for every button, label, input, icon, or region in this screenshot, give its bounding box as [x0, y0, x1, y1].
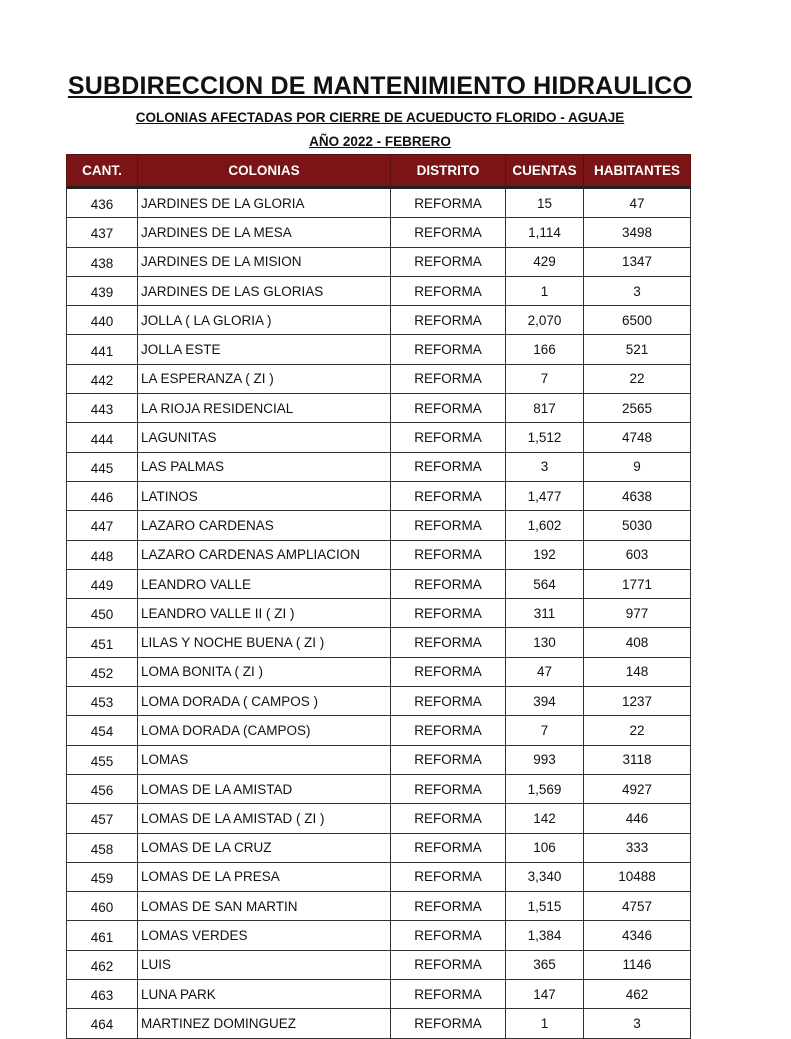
- cell-colonia: LOMAS DE SAN MARTIN: [138, 892, 391, 921]
- table-row: [67, 892, 691, 921]
- cell-colonia: LOMAS VERDES: [138, 921, 391, 950]
- cell-habitantes: 3: [584, 276, 691, 305]
- cell-colonia: LUNA PARK: [138, 980, 391, 1009]
- cell-colonia: LOMAS DE LA PRESA: [138, 862, 391, 891]
- cell-habitantes: 148: [584, 657, 691, 686]
- table-row: [67, 511, 691, 540]
- table-row: [67, 540, 691, 569]
- cell-distrito: REFORMA: [391, 218, 506, 247]
- cell-habitantes: 977: [584, 599, 691, 628]
- cell-colonia: LAZARO CARDENAS: [138, 511, 391, 540]
- cell-cuentas: 142: [506, 804, 584, 833]
- cell-habitantes: 10488: [584, 862, 691, 891]
- cell-cuentas: 130: [506, 628, 584, 657]
- cell-cuentas: 1,477: [506, 481, 584, 510]
- cell-cuentas: 147: [506, 980, 584, 1009]
- cell-colonia: LA RIOJA RESIDENCIAL: [138, 394, 391, 423]
- table-row: [67, 247, 691, 276]
- cell-cuentas: 3,340: [506, 862, 584, 891]
- table-header-row: [67, 155, 691, 188]
- cell-colonia: LEANDRO VALLE II ( ZI ): [138, 599, 391, 628]
- cell-cant: 436: [67, 188, 138, 218]
- cell-cant: 451: [67, 628, 138, 657]
- cell-cuentas: 1,512: [506, 423, 584, 452]
- cell-distrito: REFORMA: [391, 980, 506, 1009]
- cell-colonia: JOLLA ESTE: [138, 335, 391, 364]
- cell-habitantes: 521: [584, 335, 691, 364]
- table-row: [67, 452, 691, 481]
- cell-distrito: REFORMA: [391, 188, 506, 218]
- cell-cant: 441: [67, 335, 138, 364]
- document-subtitle: COLONIAS AFECTADAS POR CIERRE DE ACUEDUCTO FLORIDO - AGUAJE: [135, 110, 625, 125]
- table-row: [67, 950, 691, 979]
- cell-cant: 463: [67, 980, 138, 1009]
- cell-habitantes: 4927: [584, 774, 691, 803]
- cell-distrito: REFORMA: [391, 599, 506, 628]
- cell-cuentas: 394: [506, 687, 584, 716]
- cell-cuentas: 166: [506, 335, 584, 364]
- cell-habitantes: 4757: [584, 892, 691, 921]
- cell-cuentas: 1,515: [506, 892, 584, 921]
- cell-cant: 453: [67, 687, 138, 716]
- cell-cant: 445: [67, 452, 138, 481]
- cell-colonia: LATINOS: [138, 481, 391, 510]
- cell-cant: 442: [67, 364, 138, 393]
- cell-colonia: JARDINES DE LA MESA: [138, 218, 391, 247]
- cell-colonia: LUIS: [138, 950, 391, 979]
- cell-distrito: REFORMA: [391, 335, 506, 364]
- cell-habitantes: 603: [584, 540, 691, 569]
- cell-cuentas: 365: [506, 950, 584, 979]
- cell-distrito: REFORMA: [391, 423, 506, 452]
- cell-cant: 438: [67, 247, 138, 276]
- table-row: [67, 188, 691, 218]
- cell-distrito: REFORMA: [391, 892, 506, 921]
- column-header-colonias: COLONIAS: [138, 155, 391, 188]
- table-row: [67, 1009, 691, 1038]
- cell-cant: 449: [67, 569, 138, 598]
- cell-colonia: LEANDRO VALLE: [138, 569, 391, 598]
- cell-habitantes: 1347: [584, 247, 691, 276]
- cell-distrito: REFORMA: [391, 452, 506, 481]
- cell-distrito: REFORMA: [391, 394, 506, 423]
- cell-cuentas: 1,114: [506, 218, 584, 247]
- cell-cant: 444: [67, 423, 138, 452]
- cell-colonia: LAS PALMAS: [138, 452, 391, 481]
- cell-distrito: REFORMA: [391, 833, 506, 862]
- cell-cant: 446: [67, 481, 138, 510]
- cell-habitantes: 6500: [584, 306, 691, 335]
- table-row: [67, 804, 691, 833]
- table-row: [67, 628, 691, 657]
- cell-colonia: LOMA DORADA ( CAMPOS ): [138, 687, 391, 716]
- cell-colonia: JARDINES DE LAS GLORIAS: [138, 276, 391, 305]
- table-row: [67, 745, 691, 774]
- cell-cuentas: 2,070: [506, 306, 584, 335]
- cell-distrito: REFORMA: [391, 950, 506, 979]
- cell-habitantes: 3: [584, 1009, 691, 1038]
- cell-cuentas: 7: [506, 716, 584, 745]
- cell-cant: 458: [67, 833, 138, 862]
- cell-colonia: LOMA BONITA ( ZI ): [138, 657, 391, 686]
- cell-cant: 461: [67, 921, 138, 950]
- cell-distrito: REFORMA: [391, 687, 506, 716]
- table-row: [67, 657, 691, 686]
- cell-cant: 457: [67, 804, 138, 833]
- cell-habitantes: 22: [584, 716, 691, 745]
- cell-distrito: REFORMA: [391, 745, 506, 774]
- cell-cant: 452: [67, 657, 138, 686]
- cell-habitantes: 1146: [584, 950, 691, 979]
- cell-habitantes: 4638: [584, 481, 691, 510]
- cell-distrito: REFORMA: [391, 804, 506, 833]
- cell-cuentas: 1: [506, 276, 584, 305]
- column-header-habitantes: HABITANTES: [584, 155, 691, 188]
- table-row: [67, 687, 691, 716]
- table-row: [67, 569, 691, 598]
- cell-cuentas: 817: [506, 394, 584, 423]
- table-row: [67, 716, 691, 745]
- cell-distrito: REFORMA: [391, 628, 506, 657]
- cell-habitantes: 22: [584, 364, 691, 393]
- cell-distrito: REFORMA: [391, 540, 506, 569]
- cell-cant: 454: [67, 716, 138, 745]
- column-header-cuentas: CUENTAS: [506, 155, 584, 188]
- cell-cuentas: 7: [506, 364, 584, 393]
- cell-habitantes: 3498: [584, 218, 691, 247]
- cell-cuentas: 564: [506, 569, 584, 598]
- colonias-table: [66, 154, 691, 1039]
- table-row: [67, 774, 691, 803]
- cell-colonia: LILAS Y NOCHE BUENA ( ZI ): [138, 628, 391, 657]
- table-row: [67, 599, 691, 628]
- cell-habitantes: 1771: [584, 569, 691, 598]
- cell-cuentas: 3: [506, 452, 584, 481]
- cell-distrito: REFORMA: [391, 306, 506, 335]
- table-row: [67, 394, 691, 423]
- cell-colonia: LOMAS DE LA AMISTAD: [138, 774, 391, 803]
- cell-cuentas: 1: [506, 1009, 584, 1038]
- cell-cuentas: 106: [506, 833, 584, 862]
- cell-distrito: REFORMA: [391, 774, 506, 803]
- table-row: [67, 364, 691, 393]
- cell-colonia: LOMAS DE LA CRUZ: [138, 833, 391, 862]
- table-row: [67, 335, 691, 364]
- table-row: [67, 481, 691, 510]
- table-body: [67, 188, 691, 1039]
- cell-habitantes: 2565: [584, 394, 691, 423]
- cell-habitantes: 5030: [584, 511, 691, 540]
- cell-distrito: REFORMA: [391, 276, 506, 305]
- cell-cuentas: 1,602: [506, 511, 584, 540]
- cell-distrito: REFORMA: [391, 1009, 506, 1038]
- cell-cant: 448: [67, 540, 138, 569]
- table-row: [67, 423, 691, 452]
- cell-cant: 460: [67, 892, 138, 921]
- table-row: [67, 980, 691, 1009]
- cell-habitantes: 3118: [584, 745, 691, 774]
- cell-habitantes: 9: [584, 452, 691, 481]
- cell-colonia: LOMAS: [138, 745, 391, 774]
- table-row: [67, 276, 691, 305]
- cell-distrito: REFORMA: [391, 921, 506, 950]
- cell-cant: 456: [67, 774, 138, 803]
- cell-colonia: MARTINEZ DOMINGUEZ: [138, 1009, 391, 1038]
- cell-cant: 459: [67, 862, 138, 891]
- table-row: [67, 306, 691, 335]
- cell-cuentas: 47: [506, 657, 584, 686]
- cell-distrito: REFORMA: [391, 364, 506, 393]
- cell-colonia: LAGUNITAS: [138, 423, 391, 452]
- cell-cuentas: 15: [506, 188, 584, 218]
- cell-distrito: REFORMA: [391, 657, 506, 686]
- cell-cuentas: 311: [506, 599, 584, 628]
- table-row: [67, 833, 691, 862]
- column-header-distrito: DISTRITO: [391, 155, 506, 188]
- cell-habitantes: 47: [584, 188, 691, 218]
- cell-cant: 464: [67, 1009, 138, 1038]
- cell-cant: 447: [67, 511, 138, 540]
- document-period: AÑO 2022 - FEBRERO: [309, 134, 451, 149]
- table-row: [67, 862, 691, 891]
- cell-colonia: LA ESPERANZA ( ZI ): [138, 364, 391, 393]
- cell-cant: 437: [67, 218, 138, 247]
- cell-cuentas: 192: [506, 540, 584, 569]
- cell-distrito: REFORMA: [391, 716, 506, 745]
- cell-distrito: REFORMA: [391, 247, 506, 276]
- cell-distrito: REFORMA: [391, 511, 506, 540]
- cell-habitantes: 446: [584, 804, 691, 833]
- cell-habitantes: 4748: [584, 423, 691, 452]
- cell-colonia: LOMAS DE LA AMISTAD ( ZI ): [138, 804, 391, 833]
- cell-cuentas: 1,569: [506, 774, 584, 803]
- cell-cant: 455: [67, 745, 138, 774]
- cell-colonia: JARDINES DE LA MISION: [138, 247, 391, 276]
- cell-distrito: REFORMA: [391, 569, 506, 598]
- cell-habitantes: 4346: [584, 921, 691, 950]
- cell-habitantes: 408: [584, 628, 691, 657]
- cell-habitantes: 333: [584, 833, 691, 862]
- cell-colonia: LAZARO CARDENAS AMPLIACION: [138, 540, 391, 569]
- cell-distrito: REFORMA: [391, 481, 506, 510]
- cell-habitantes: 1237: [584, 687, 691, 716]
- cell-colonia: LOMA DORADA (CAMPOS): [138, 716, 391, 745]
- cell-colonia: JOLLA ( LA GLORIA ): [138, 306, 391, 335]
- cell-cant: 462: [67, 950, 138, 979]
- cell-cant: 443: [67, 394, 138, 423]
- cell-distrito: REFORMA: [391, 862, 506, 891]
- cell-cuentas: 1,384: [506, 921, 584, 950]
- cell-cuentas: 429: [506, 247, 584, 276]
- table-row: [67, 921, 691, 950]
- cell-cant: 450: [67, 599, 138, 628]
- column-header-cant: CANT.: [67, 155, 138, 188]
- cell-cuentas: 993: [506, 745, 584, 774]
- cell-colonia: JARDINES DE LA GLORIA: [138, 188, 391, 218]
- table-row: [67, 218, 691, 247]
- cell-cant: 440: [67, 306, 138, 335]
- cell-habitantes: 462: [584, 980, 691, 1009]
- document-title: SUBDIRECCION DE MANTENIMIENTO HIDRAULICO: [67, 72, 693, 100]
- cell-cant: 439: [67, 276, 138, 305]
